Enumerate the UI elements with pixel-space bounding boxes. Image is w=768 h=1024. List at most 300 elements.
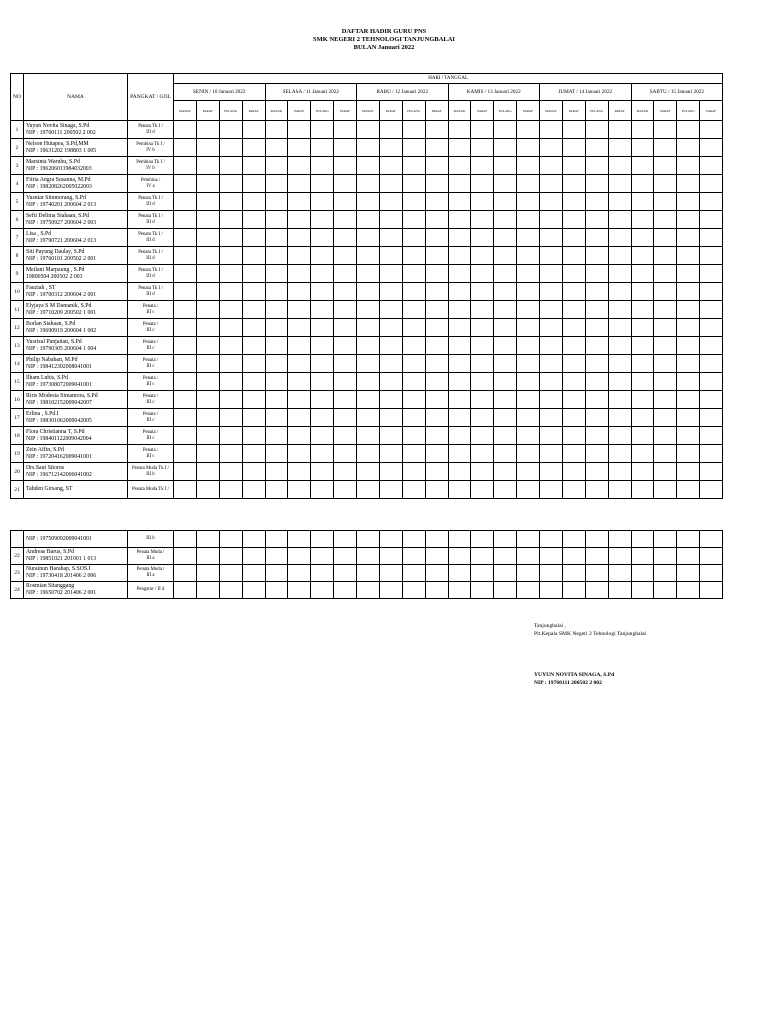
attendance-cell[interactable] [585, 265, 608, 283]
attendance-cell[interactable] [654, 355, 677, 373]
attendance-cell[interactable] [654, 391, 677, 409]
attendance-cell[interactable] [517, 531, 540, 548]
attendance-cell[interactable] [402, 445, 425, 463]
attendance-cell[interactable] [334, 373, 357, 391]
attendance-cell[interactable] [219, 481, 242, 499]
attendance-cell[interactable] [540, 283, 563, 301]
attendance-cell[interactable] [540, 121, 563, 139]
attendance-cell[interactable] [402, 582, 425, 599]
attendance-cell[interactable] [471, 481, 494, 499]
attendance-cell[interactable] [311, 565, 334, 582]
attendance-cell[interactable] [357, 409, 380, 427]
attendance-cell[interactable] [562, 283, 585, 301]
attendance-cell[interactable] [471, 427, 494, 445]
attendance-cell[interactable] [631, 391, 654, 409]
attendance-cell[interactable] [700, 373, 723, 391]
attendance-cell[interactable] [517, 301, 540, 319]
attendance-cell[interactable] [425, 355, 448, 373]
attendance-cell[interactable] [425, 373, 448, 391]
attendance-cell[interactable] [448, 391, 471, 409]
attendance-cell[interactable] [562, 175, 585, 193]
attendance-cell[interactable] [631, 229, 654, 247]
attendance-cell[interactable] [677, 427, 700, 445]
attendance-cell[interactable] [562, 531, 585, 548]
attendance-cell[interactable] [608, 175, 631, 193]
attendance-cell[interactable] [219, 319, 242, 337]
attendance-cell[interactable] [334, 337, 357, 355]
attendance-cell[interactable] [677, 463, 700, 481]
attendance-cell[interactable] [471, 247, 494, 265]
attendance-cell[interactable] [288, 157, 311, 175]
attendance-cell[interactable] [677, 481, 700, 499]
attendance-cell[interactable] [677, 355, 700, 373]
attendance-cell[interactable] [700, 565, 723, 582]
attendance-cell[interactable] [448, 319, 471, 337]
attendance-cell[interactable] [562, 463, 585, 481]
attendance-cell[interactable] [425, 229, 448, 247]
attendance-cell[interactable] [265, 247, 288, 265]
attendance-cell[interactable] [357, 427, 380, 445]
attendance-cell[interactable] [425, 531, 448, 548]
attendance-cell[interactable] [357, 139, 380, 157]
attendance-cell[interactable] [174, 247, 197, 265]
attendance-cell[interactable] [265, 265, 288, 283]
attendance-cell[interactable] [585, 391, 608, 409]
attendance-cell[interactable] [700, 211, 723, 229]
attendance-cell[interactable] [700, 265, 723, 283]
attendance-cell[interactable] [448, 565, 471, 582]
attendance-cell[interactable] [311, 427, 334, 445]
attendance-cell[interactable] [265, 565, 288, 582]
attendance-cell[interactable] [334, 355, 357, 373]
attendance-cell[interactable] [402, 355, 425, 373]
attendance-cell[interactable] [471, 211, 494, 229]
attendance-cell[interactable] [379, 211, 402, 229]
attendance-cell[interactable] [174, 139, 197, 157]
attendance-cell[interactable] [379, 565, 402, 582]
attendance-cell[interactable] [334, 229, 357, 247]
attendance-cell[interactable] [631, 481, 654, 499]
attendance-cell[interactable] [425, 409, 448, 427]
attendance-cell[interactable] [448, 157, 471, 175]
attendance-cell[interactable] [448, 283, 471, 301]
attendance-cell[interactable] [265, 301, 288, 319]
attendance-cell[interactable] [608, 121, 631, 139]
attendance-cell[interactable] [242, 463, 265, 481]
attendance-cell[interactable] [517, 463, 540, 481]
attendance-cell[interactable] [357, 247, 380, 265]
attendance-cell[interactable] [265, 175, 288, 193]
attendance-cell[interactable] [219, 463, 242, 481]
attendance-cell[interactable] [379, 229, 402, 247]
attendance-cell[interactable] [311, 193, 334, 211]
attendance-cell[interactable] [334, 265, 357, 283]
attendance-cell[interactable] [196, 139, 219, 157]
attendance-cell[interactable] [242, 445, 265, 463]
attendance-cell[interactable] [517, 427, 540, 445]
attendance-cell[interactable] [654, 373, 677, 391]
attendance-cell[interactable] [379, 121, 402, 139]
attendance-cell[interactable] [631, 409, 654, 427]
attendance-cell[interactable] [265, 391, 288, 409]
attendance-cell[interactable] [311, 409, 334, 427]
attendance-cell[interactable] [402, 211, 425, 229]
attendance-cell[interactable] [288, 319, 311, 337]
attendance-cell[interactable] [311, 139, 334, 157]
attendance-cell[interactable] [311, 463, 334, 481]
attendance-cell[interactable] [562, 319, 585, 337]
attendance-cell[interactable] [242, 582, 265, 599]
attendance-cell[interactable] [700, 175, 723, 193]
attendance-cell[interactable] [288, 229, 311, 247]
attendance-cell[interactable] [219, 355, 242, 373]
attendance-cell[interactable] [196, 445, 219, 463]
attendance-cell[interactable] [288, 565, 311, 582]
attendance-cell[interactable] [700, 582, 723, 599]
attendance-cell[interactable] [379, 247, 402, 265]
attendance-cell[interactable] [562, 565, 585, 582]
attendance-cell[interactable] [357, 337, 380, 355]
attendance-cell[interactable] [196, 531, 219, 548]
attendance-cell[interactable] [540, 548, 563, 565]
attendance-cell[interactable] [311, 247, 334, 265]
attendance-cell[interactable] [608, 319, 631, 337]
attendance-cell[interactable] [311, 582, 334, 599]
attendance-cell[interactable] [425, 582, 448, 599]
attendance-cell[interactable] [608, 355, 631, 373]
attendance-cell[interactable] [494, 548, 517, 565]
attendance-cell[interactable] [585, 319, 608, 337]
attendance-cell[interactable] [334, 301, 357, 319]
attendance-cell[interactable] [562, 139, 585, 157]
attendance-cell[interactable] [631, 565, 654, 582]
attendance-cell[interactable] [562, 409, 585, 427]
attendance-cell[interactable] [654, 582, 677, 599]
attendance-cell[interactable] [425, 445, 448, 463]
attendance-cell[interactable] [219, 301, 242, 319]
attendance-cell[interactable] [219, 373, 242, 391]
attendance-cell[interactable] [700, 463, 723, 481]
attendance-cell[interactable] [631, 283, 654, 301]
attendance-cell[interactable] [242, 301, 265, 319]
attendance-cell[interactable] [517, 247, 540, 265]
attendance-cell[interactable] [334, 121, 357, 139]
attendance-cell[interactable] [174, 582, 197, 599]
attendance-cell[interactable] [631, 193, 654, 211]
attendance-cell[interactable] [288, 175, 311, 193]
attendance-cell[interactable] [242, 247, 265, 265]
attendance-cell[interactable] [517, 445, 540, 463]
attendance-cell[interactable] [540, 139, 563, 157]
attendance-cell[interactable] [288, 531, 311, 548]
attendance-cell[interactable] [357, 121, 380, 139]
attendance-cell[interactable] [425, 247, 448, 265]
attendance-cell[interactable] [174, 481, 197, 499]
attendance-cell[interactable] [402, 463, 425, 481]
attendance-cell[interactable] [494, 193, 517, 211]
attendance-cell[interactable] [288, 548, 311, 565]
attendance-cell[interactable] [677, 211, 700, 229]
attendance-cell[interactable] [631, 157, 654, 175]
attendance-cell[interactable] [311, 229, 334, 247]
attendance-cell[interactable] [448, 301, 471, 319]
attendance-cell[interactable] [654, 548, 677, 565]
attendance-cell[interactable] [357, 355, 380, 373]
attendance-cell[interactable] [379, 445, 402, 463]
attendance-cell[interactable] [608, 247, 631, 265]
attendance-cell[interactable] [608, 548, 631, 565]
attendance-cell[interactable] [471, 565, 494, 582]
attendance-cell[interactable] [608, 139, 631, 157]
attendance-cell[interactable] [196, 157, 219, 175]
attendance-cell[interactable] [265, 193, 288, 211]
attendance-cell[interactable] [517, 565, 540, 582]
attendance-cell[interactable] [174, 355, 197, 373]
attendance-cell[interactable] [471, 463, 494, 481]
attendance-cell[interactable] [265, 373, 288, 391]
attendance-cell[interactable] [174, 391, 197, 409]
attendance-cell[interactable] [562, 355, 585, 373]
attendance-cell[interactable] [471, 582, 494, 599]
attendance-cell[interactable] [288, 139, 311, 157]
attendance-cell[interactable] [288, 481, 311, 499]
attendance-cell[interactable] [242, 409, 265, 427]
attendance-cell[interactable] [562, 391, 585, 409]
attendance-cell[interactable] [494, 229, 517, 247]
attendance-cell[interactable] [677, 229, 700, 247]
attendance-cell[interactable] [608, 229, 631, 247]
attendance-cell[interactable] [265, 409, 288, 427]
attendance-cell[interactable] [471, 121, 494, 139]
attendance-cell[interactable] [631, 427, 654, 445]
attendance-cell[interactable] [288, 211, 311, 229]
attendance-cell[interactable] [562, 229, 585, 247]
attendance-cell[interactable] [334, 582, 357, 599]
attendance-cell[interactable] [196, 391, 219, 409]
attendance-cell[interactable] [608, 582, 631, 599]
attendance-cell[interactable] [196, 463, 219, 481]
attendance-cell[interactable] [677, 391, 700, 409]
attendance-cell[interactable] [494, 319, 517, 337]
attendance-cell[interactable] [700, 531, 723, 548]
attendance-cell[interactable] [448, 548, 471, 565]
attendance-cell[interactable] [540, 265, 563, 283]
attendance-cell[interactable] [494, 582, 517, 599]
attendance-cell[interactable] [311, 481, 334, 499]
attendance-cell[interactable] [334, 427, 357, 445]
attendance-cell[interactable] [677, 283, 700, 301]
attendance-cell[interactable] [471, 283, 494, 301]
attendance-cell[interactable] [379, 319, 402, 337]
attendance-cell[interactable] [700, 229, 723, 247]
attendance-cell[interactable] [540, 565, 563, 582]
attendance-cell[interactable] [585, 445, 608, 463]
attendance-cell[interactable] [631, 445, 654, 463]
attendance-cell[interactable] [631, 175, 654, 193]
attendance-cell[interactable] [631, 319, 654, 337]
attendance-cell[interactable] [540, 319, 563, 337]
attendance-cell[interactable] [174, 531, 197, 548]
attendance-cell[interactable] [379, 337, 402, 355]
attendance-cell[interactable] [654, 247, 677, 265]
attendance-cell[interactable] [654, 445, 677, 463]
attendance-cell[interactable] [357, 481, 380, 499]
attendance-cell[interactable] [448, 409, 471, 427]
attendance-cell[interactable] [242, 211, 265, 229]
attendance-cell[interactable] [700, 247, 723, 265]
attendance-cell[interactable] [379, 193, 402, 211]
attendance-cell[interactable] [494, 409, 517, 427]
attendance-cell[interactable] [402, 337, 425, 355]
attendance-cell[interactable] [540, 373, 563, 391]
attendance-cell[interactable] [402, 565, 425, 582]
attendance-cell[interactable] [585, 301, 608, 319]
attendance-cell[interactable] [379, 409, 402, 427]
attendance-cell[interactable] [631, 531, 654, 548]
attendance-cell[interactable] [700, 193, 723, 211]
attendance-cell[interactable] [654, 531, 677, 548]
attendance-cell[interactable] [608, 463, 631, 481]
attendance-cell[interactable] [517, 373, 540, 391]
attendance-cell[interactable] [585, 582, 608, 599]
attendance-cell[interactable] [562, 548, 585, 565]
attendance-cell[interactable] [196, 409, 219, 427]
attendance-cell[interactable] [402, 265, 425, 283]
attendance-cell[interactable] [700, 445, 723, 463]
attendance-cell[interactable] [677, 175, 700, 193]
attendance-cell[interactable] [448, 427, 471, 445]
attendance-cell[interactable] [357, 265, 380, 283]
attendance-cell[interactable] [288, 283, 311, 301]
attendance-cell[interactable] [700, 157, 723, 175]
attendance-cell[interactable] [311, 391, 334, 409]
attendance-cell[interactable] [334, 531, 357, 548]
attendance-cell[interactable] [379, 157, 402, 175]
attendance-cell[interactable] [379, 582, 402, 599]
attendance-cell[interactable] [196, 337, 219, 355]
attendance-cell[interactable] [265, 121, 288, 139]
attendance-cell[interactable] [288, 409, 311, 427]
attendance-cell[interactable] [288, 427, 311, 445]
attendance-cell[interactable] [585, 355, 608, 373]
attendance-cell[interactable] [471, 301, 494, 319]
attendance-cell[interactable] [677, 157, 700, 175]
attendance-cell[interactable] [174, 193, 197, 211]
attendance-cell[interactable] [654, 265, 677, 283]
attendance-cell[interactable] [562, 445, 585, 463]
attendance-cell[interactable] [585, 175, 608, 193]
attendance-cell[interactable] [242, 265, 265, 283]
attendance-cell[interactable] [311, 301, 334, 319]
attendance-cell[interactable] [196, 121, 219, 139]
attendance-cell[interactable] [448, 265, 471, 283]
attendance-cell[interactable] [311, 319, 334, 337]
attendance-cell[interactable] [379, 265, 402, 283]
attendance-cell[interactable] [494, 301, 517, 319]
attendance-cell[interactable] [700, 355, 723, 373]
attendance-cell[interactable] [219, 157, 242, 175]
attendance-cell[interactable] [562, 247, 585, 265]
attendance-cell[interactable] [219, 391, 242, 409]
attendance-cell[interactable] [562, 157, 585, 175]
attendance-cell[interactable] [402, 247, 425, 265]
attendance-cell[interactable] [242, 319, 265, 337]
attendance-cell[interactable] [540, 157, 563, 175]
attendance-cell[interactable] [654, 229, 677, 247]
attendance-cell[interactable] [265, 355, 288, 373]
attendance-cell[interactable] [700, 139, 723, 157]
attendance-cell[interactable] [517, 265, 540, 283]
attendance-cell[interactable] [608, 283, 631, 301]
attendance-cell[interactable] [357, 319, 380, 337]
attendance-cell[interactable] [242, 175, 265, 193]
attendance-cell[interactable] [700, 337, 723, 355]
attendance-cell[interactable] [219, 565, 242, 582]
attendance-cell[interactable] [288, 463, 311, 481]
attendance-cell[interactable] [288, 121, 311, 139]
attendance-cell[interactable] [517, 211, 540, 229]
attendance-cell[interactable] [311, 283, 334, 301]
attendance-cell[interactable] [357, 463, 380, 481]
attendance-cell[interactable] [219, 409, 242, 427]
attendance-cell[interactable] [242, 121, 265, 139]
attendance-cell[interactable] [631, 463, 654, 481]
attendance-cell[interactable] [585, 121, 608, 139]
attendance-cell[interactable] [631, 582, 654, 599]
attendance-cell[interactable] [379, 391, 402, 409]
attendance-cell[interactable] [219, 531, 242, 548]
attendance-cell[interactable] [242, 548, 265, 565]
attendance-cell[interactable] [196, 319, 219, 337]
attendance-cell[interactable] [402, 175, 425, 193]
attendance-cell[interactable] [517, 193, 540, 211]
attendance-cell[interactable] [174, 301, 197, 319]
attendance-cell[interactable] [585, 373, 608, 391]
attendance-cell[interactable] [334, 139, 357, 157]
attendance-cell[interactable] [700, 548, 723, 565]
attendance-cell[interactable] [608, 565, 631, 582]
attendance-cell[interactable] [448, 229, 471, 247]
attendance-cell[interactable] [402, 481, 425, 499]
attendance-cell[interactable] [357, 445, 380, 463]
attendance-cell[interactable] [448, 355, 471, 373]
attendance-cell[interactable] [425, 139, 448, 157]
attendance-cell[interactable] [242, 481, 265, 499]
attendance-cell[interactable] [242, 427, 265, 445]
attendance-cell[interactable] [448, 337, 471, 355]
attendance-cell[interactable] [631, 139, 654, 157]
attendance-cell[interactable] [494, 211, 517, 229]
attendance-cell[interactable] [196, 481, 219, 499]
attendance-cell[interactable] [585, 229, 608, 247]
attendance-cell[interactable] [540, 301, 563, 319]
attendance-cell[interactable] [425, 391, 448, 409]
attendance-cell[interactable] [242, 283, 265, 301]
attendance-cell[interactable] [334, 565, 357, 582]
attendance-cell[interactable] [700, 427, 723, 445]
attendance-cell[interactable] [425, 157, 448, 175]
attendance-cell[interactable] [677, 193, 700, 211]
attendance-cell[interactable] [219, 175, 242, 193]
attendance-cell[interactable] [379, 463, 402, 481]
attendance-cell[interactable] [265, 463, 288, 481]
attendance-cell[interactable] [288, 391, 311, 409]
attendance-cell[interactable] [174, 337, 197, 355]
attendance-cell[interactable] [196, 193, 219, 211]
attendance-cell[interactable] [677, 548, 700, 565]
attendance-cell[interactable] [219, 548, 242, 565]
attendance-cell[interactable] [242, 355, 265, 373]
